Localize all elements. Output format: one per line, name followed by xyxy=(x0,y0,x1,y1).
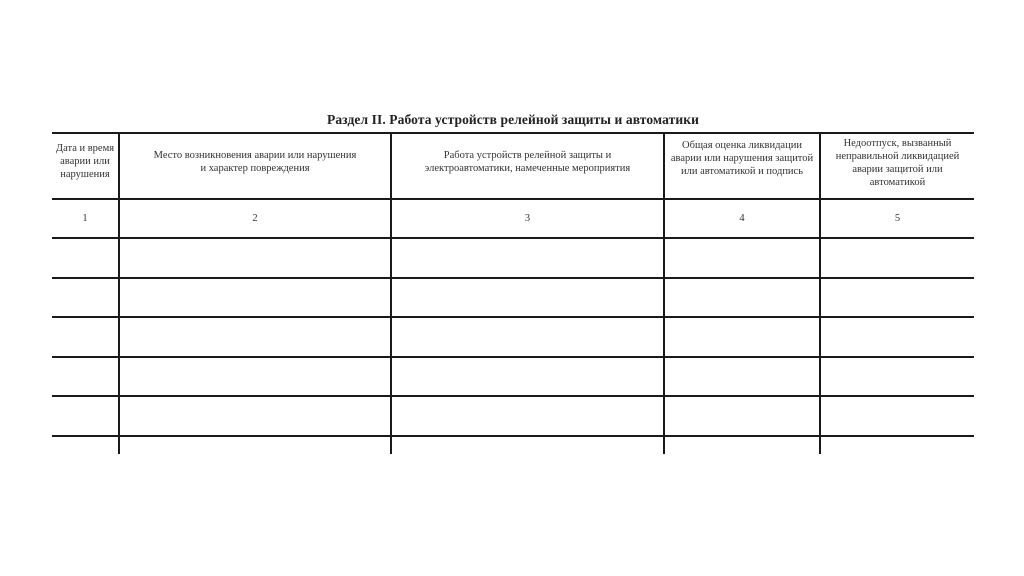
column-number-2: 2 xyxy=(252,212,258,224)
column-header-relay-operation: Работа устройств релейной защиты и электроавтоматики, намеченные мероприятия xyxy=(424,150,631,174)
column-number-3: 3 xyxy=(524,212,531,224)
table-row xyxy=(52,318,974,357)
table-row xyxy=(52,239,974,278)
table-row xyxy=(52,397,974,436)
table-row xyxy=(52,358,974,397)
column-number-4: 4 xyxy=(739,212,745,224)
column-header-location: Место возникновения аварии или нарушения и характер повреждения xyxy=(153,150,357,174)
table-row xyxy=(52,437,974,476)
table-row xyxy=(52,279,974,318)
incident-table xyxy=(52,132,974,456)
column-number-1: 1 xyxy=(82,212,88,224)
column-header-undersupply: Недоотпуск, вызванный неправильной ликвидацией аварии защитой или автоматикой xyxy=(835,138,960,188)
section-title: Раздел II. Работа устройств релейной защиты и автоматики xyxy=(326,112,699,127)
column-header-datetime: Дата и время аварии или нарушения xyxy=(55,143,115,180)
column-header-assessment: Общая оценка ликвидации аварии или нарушения защитой или автоматикой и подпись xyxy=(670,140,814,177)
column-number-5: 5 xyxy=(894,212,901,224)
